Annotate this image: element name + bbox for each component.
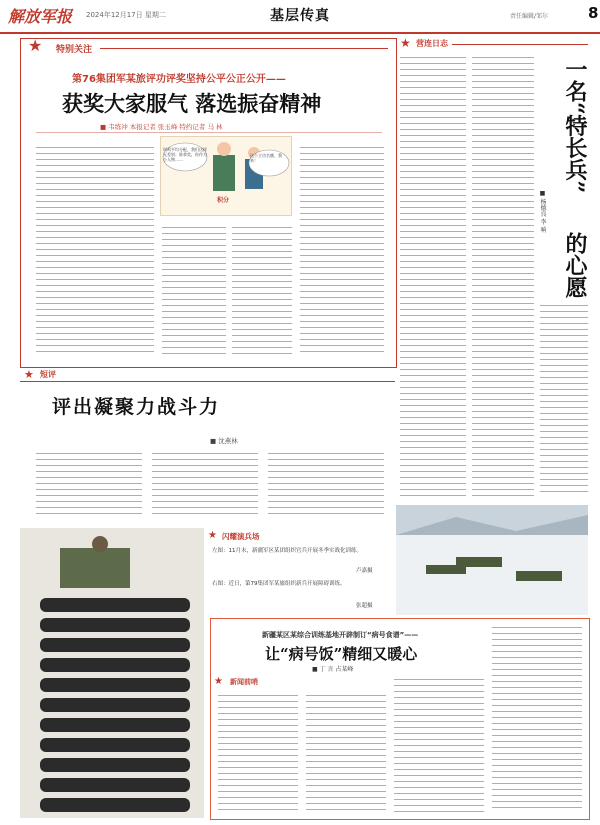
training-photo-tyres [20, 528, 204, 818]
soldier-figure [213, 155, 235, 191]
star-icon: ★ [400, 36, 411, 50]
news-column-1 [218, 690, 298, 812]
news-headline: 让“病号饭”精细又暖心 [265, 645, 418, 663]
special-focus-headline: 获奖大家服气 落选振奋精神 [62, 91, 322, 116]
illustration-sign: 积分 [217, 197, 230, 204]
opinion-byline: ■ 沈燕林 [210, 437, 238, 445]
star-icon: ★ [214, 676, 223, 687]
issue-date: 2024年12月17日 星期二 [86, 11, 166, 19]
section-title: 基层传真 [270, 8, 330, 24]
prone-soldier-3 [516, 571, 562, 581]
flash-caption-1: 左图：11月末，新疆军区某团组织官兵开展冬季实战化训练。 [212, 548, 363, 554]
byline-rule [36, 132, 382, 133]
illustration-voice: 这个立功名额，我来！ [250, 153, 282, 163]
page-number: 8 [588, 4, 599, 22]
special-focus-label: 特别关注 [56, 45, 93, 55]
news-byline: ■ 丁 言 占某峰 [312, 666, 354, 673]
news-label: 新闻前哨 [230, 678, 258, 686]
camp-diary-column-1 [400, 52, 466, 496]
tyre-stack [40, 598, 190, 812]
news-kicker: 新疆某区某综合训练基地开辟制订“病号食谱”—— [262, 631, 419, 639]
camp-diary-byline: ■ 杨德良 李 响 [539, 190, 546, 233]
star-icon: ★ [28, 36, 43, 55]
opinion-headline: 评出凝聚力战斗力 [52, 396, 221, 418]
helmet [92, 536, 108, 552]
star-icon: ★ [24, 368, 34, 381]
flash-caption-2: 右图：近日，第79集团军某旅组织新兵开展障碍训练。 [212, 581, 346, 587]
flash-credit-1: 卢嘉摄 [356, 568, 373, 574]
article-column-4 [300, 142, 384, 356]
opinion-label: 短评 [40, 370, 56, 379]
newspaper-logo: 解放军报 [8, 7, 73, 26]
special-focus-byline: ■ 韦练冲 本报记者 张玉峰 特约记者 马 林 [100, 123, 223, 131]
article-column-3 [232, 222, 292, 356]
opinion-rule [20, 381, 395, 382]
illustration-caption: 叫鸡平均分配，我们这样无差别；谁拿奖，你作为小人物…… [163, 147, 207, 162]
cartoon-illustration [160, 136, 292, 216]
news-column-3 [394, 674, 484, 812]
news-column-4 [492, 622, 582, 812]
camp-diary-rule [452, 44, 588, 45]
soldier-head [217, 142, 231, 156]
camp-diary-column-3 [540, 300, 588, 496]
star-icon: ★ [208, 530, 217, 541]
flash-credit-2: 张超摄 [356, 603, 373, 609]
flash-label: 闪耀演兵场 [222, 532, 260, 541]
camp-diary-headline-part-1: 一名“特长兵” [562, 58, 588, 194]
article-column-2 [162, 222, 226, 356]
camp-diary-column-2 [472, 52, 534, 496]
snow-training-photo [396, 505, 588, 615]
news-column-2 [306, 690, 386, 812]
soldier-figure [60, 548, 130, 588]
prone-soldier-2 [426, 565, 466, 574]
camp-diary-headline-part-2: 的心愿 [562, 232, 588, 298]
article-column-1 [36, 142, 154, 356]
camp-diary-label: 营连日志 [416, 39, 448, 48]
section-rule [100, 48, 388, 49]
opinion-column-3 [268, 448, 384, 518]
opinion-column-2 [152, 448, 258, 518]
special-focus-kicker: 第76集团军某旅评功评奖坚持公平公正公开—— [72, 74, 286, 85]
editor-credit: 责任编辑/邹尔 [510, 13, 549, 20]
opinion-column-1 [36, 448, 142, 518]
